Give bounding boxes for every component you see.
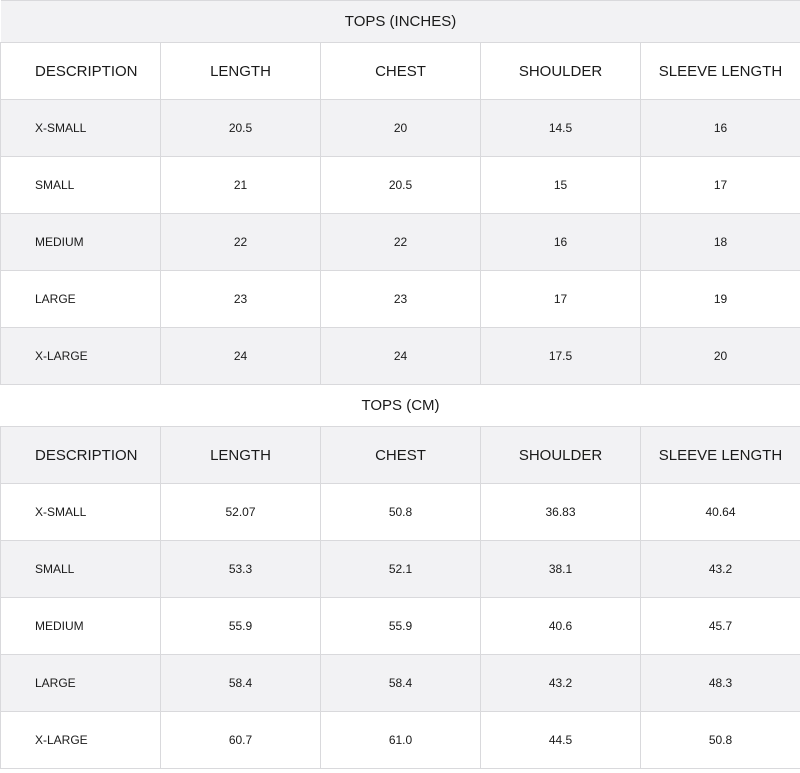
table-cell: 55.9 — [161, 598, 321, 655]
table-row — [1, 100, 800, 157]
column-header: SLEEVE LENGTH — [641, 43, 800, 100]
table-cell: 17.5 — [481, 328, 641, 385]
table-row — [1, 541, 800, 598]
column-header: LENGTH — [161, 43, 321, 100]
table-cell: 50.8 — [641, 712, 800, 769]
size-label: LARGE — [1, 271, 161, 328]
table-cell: 20.5 — [161, 100, 321, 157]
column-header: SHOULDER — [481, 427, 641, 484]
size-label: MEDIUM — [1, 598, 161, 655]
column-header: CHEST — [321, 43, 481, 100]
table-cell: 14.5 — [481, 100, 641, 157]
table-cell: 40.6 — [481, 598, 641, 655]
table-cell: 55.9 — [321, 598, 481, 655]
table-title: TOPS (INCHES) — [1, 1, 800, 43]
table-cell: 58.4 — [161, 655, 321, 712]
table-cell: 23 — [321, 271, 481, 328]
table-cell: 22 — [321, 214, 481, 271]
column-header: CHEST — [321, 427, 481, 484]
size-label: X-SMALL — [1, 100, 161, 157]
table-cell: 38.1 — [481, 541, 641, 598]
table-cell: 50.8 — [321, 484, 481, 541]
table-row — [1, 271, 800, 328]
table-row — [1, 214, 800, 271]
table-row — [1, 484, 800, 541]
table-cell: 16 — [481, 214, 641, 271]
table-cell: 43.2 — [641, 541, 800, 598]
table-cell: 23 — [161, 271, 321, 328]
size-label: X-LARGE — [1, 712, 161, 769]
table-cell: 21 — [161, 157, 321, 214]
table-cell: 60.7 — [161, 712, 321, 769]
table-cell: 19 — [641, 271, 800, 328]
table-cell: 58.4 — [321, 655, 481, 712]
table-cell: 15 — [481, 157, 641, 214]
table-cell: 22 — [161, 214, 321, 271]
table-title-row — [1, 385, 800, 427]
table-cell: 45.7 — [641, 598, 800, 655]
header-row — [1, 427, 800, 484]
header-row — [1, 43, 800, 100]
column-header: DESCRIPTION — [1, 427, 161, 484]
table-row — [1, 712, 800, 769]
table-cell: 48.3 — [641, 655, 800, 712]
size-label: X-LARGE — [1, 328, 161, 385]
table-cell: 43.2 — [481, 655, 641, 712]
table-cell: 17 — [481, 271, 641, 328]
size-label: LARGE — [1, 655, 161, 712]
table-row — [1, 598, 800, 655]
table-cell: 20 — [641, 328, 800, 385]
table-row — [1, 655, 800, 712]
table-cell: 16 — [641, 100, 800, 157]
table-cell: 17 — [641, 157, 800, 214]
size-label: SMALL — [1, 541, 161, 598]
table-cell: 20 — [321, 100, 481, 157]
size-label: X-SMALL — [1, 484, 161, 541]
column-header: SLEEVE LENGTH — [641, 427, 800, 484]
table-cell: 52.1 — [321, 541, 481, 598]
table-cell: 18 — [641, 214, 800, 271]
column-header: DESCRIPTION — [1, 43, 161, 100]
table-cell: 24 — [321, 328, 481, 385]
table-cell: 44.5 — [481, 712, 641, 769]
column-header: LENGTH — [161, 427, 321, 484]
size-label: MEDIUM — [1, 214, 161, 271]
table-cell: 40.64 — [641, 484, 800, 541]
table-cell: 24 — [161, 328, 321, 385]
table-row — [1, 157, 800, 214]
table-cell: 20.5 — [321, 157, 481, 214]
table-cell: 36.83 — [481, 484, 641, 541]
size-label: SMALL — [1, 157, 161, 214]
table-row — [1, 328, 800, 385]
table-cell: 61.0 — [321, 712, 481, 769]
table-title: TOPS (CM) — [1, 385, 800, 427]
column-header: SHOULDER — [481, 43, 641, 100]
table-cell: 52.07 — [161, 484, 321, 541]
table-cell: 53.3 — [161, 541, 321, 598]
table-title-row — [1, 1, 800, 43]
